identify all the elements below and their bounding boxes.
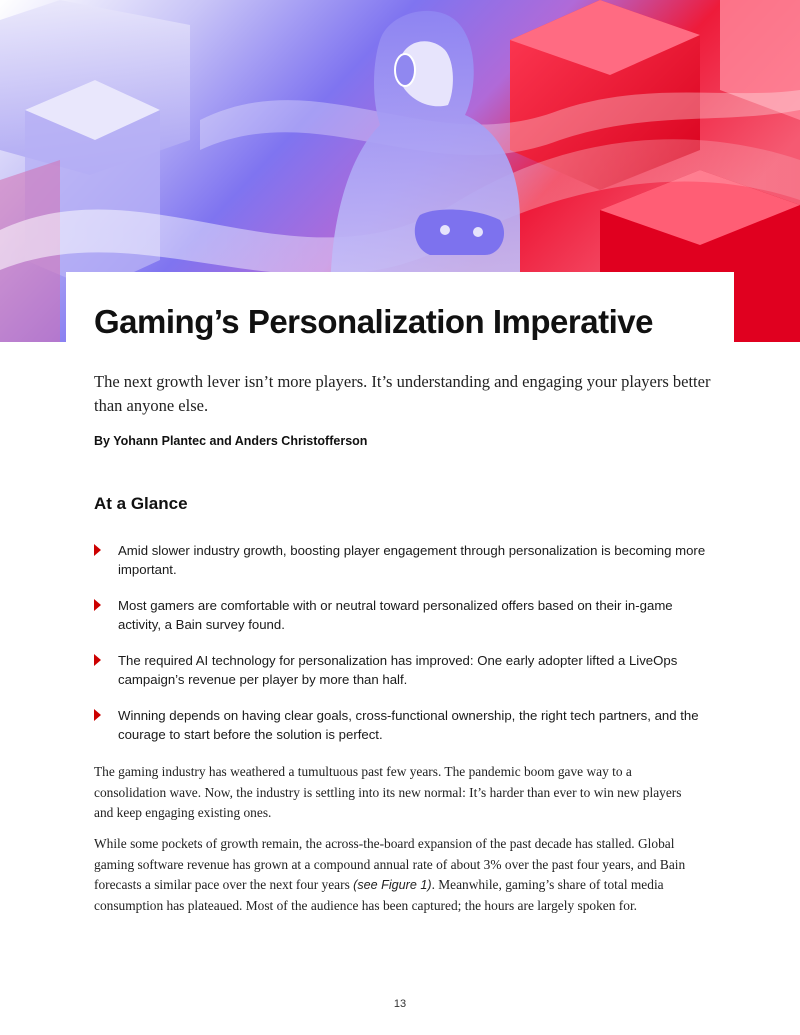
triangle-bullet-icon [94,654,101,666]
headphones-icon [395,54,415,86]
bullet-text: Winning depends on having clear goals, cross-functional ownership, the right tech partners, and the courage to start before the solution is perfect. [118,708,699,742]
triangle-bullet-icon [94,544,101,556]
article-dek: The next growth lever isn’t more players. It’s understanding and engaging your players better than anyone else. [94,372,711,415]
body-paragraph-1: The gaming industry has weathered a tumultuous past few years. The pandemic boom gave way to a consolidation wave. Now, the industry is settling into its new normal: It’s harder than ever to win new players and keep engaging existing ones. [94,764,682,820]
body-paragraph-2 [94,834,694,916]
bullet-text: The required AI technology for personalization has improved: One early adopter lifted a LiveOps campaign’s revenue per player by more than half. [118,653,678,687]
at-a-glance-heading: At a Glance [94,494,188,513]
page-title: Gaming’s Personalization Imperative [94,303,653,340]
byline: By Yohann Plantec and Anders Christofferson [94,434,368,448]
figure-reference: (see Figure 1) [353,878,432,892]
triangle-bullet-icon [94,709,101,721]
list-item [94,651,714,706]
list-item [94,706,714,761]
page-number: 13 [393,998,407,1010]
bullet-text: Most gamers are comfortable with or neutral toward personalized offers based on their in-game activity, a Bain survey found. [118,598,673,632]
list-item [94,596,714,651]
body-paragraph-2-text-start: While some pockets of growth remain, the across-the-board expansion of the past decade has stalled. Global gaming software revenue has grown at a compound annual rate of about 3% over the past four years, and Bain forecasts a similar pace over the next four years [94,836,686,892]
list-item [94,541,714,596]
body-paragraph-2-text-end: . Meanwhile, gaming’s share of total media consumption has plateaued. Most of the audience has been captured; the hours are largely spoken for. [94,877,664,913]
bullet-text: Amid slower industry growth, boosting player engagement through personalization is becoming more important. [118,543,706,577]
triangle-bullet-icon [94,599,101,611]
gamepad-icon [415,210,504,255]
at-a-glance-list [94,541,714,761]
